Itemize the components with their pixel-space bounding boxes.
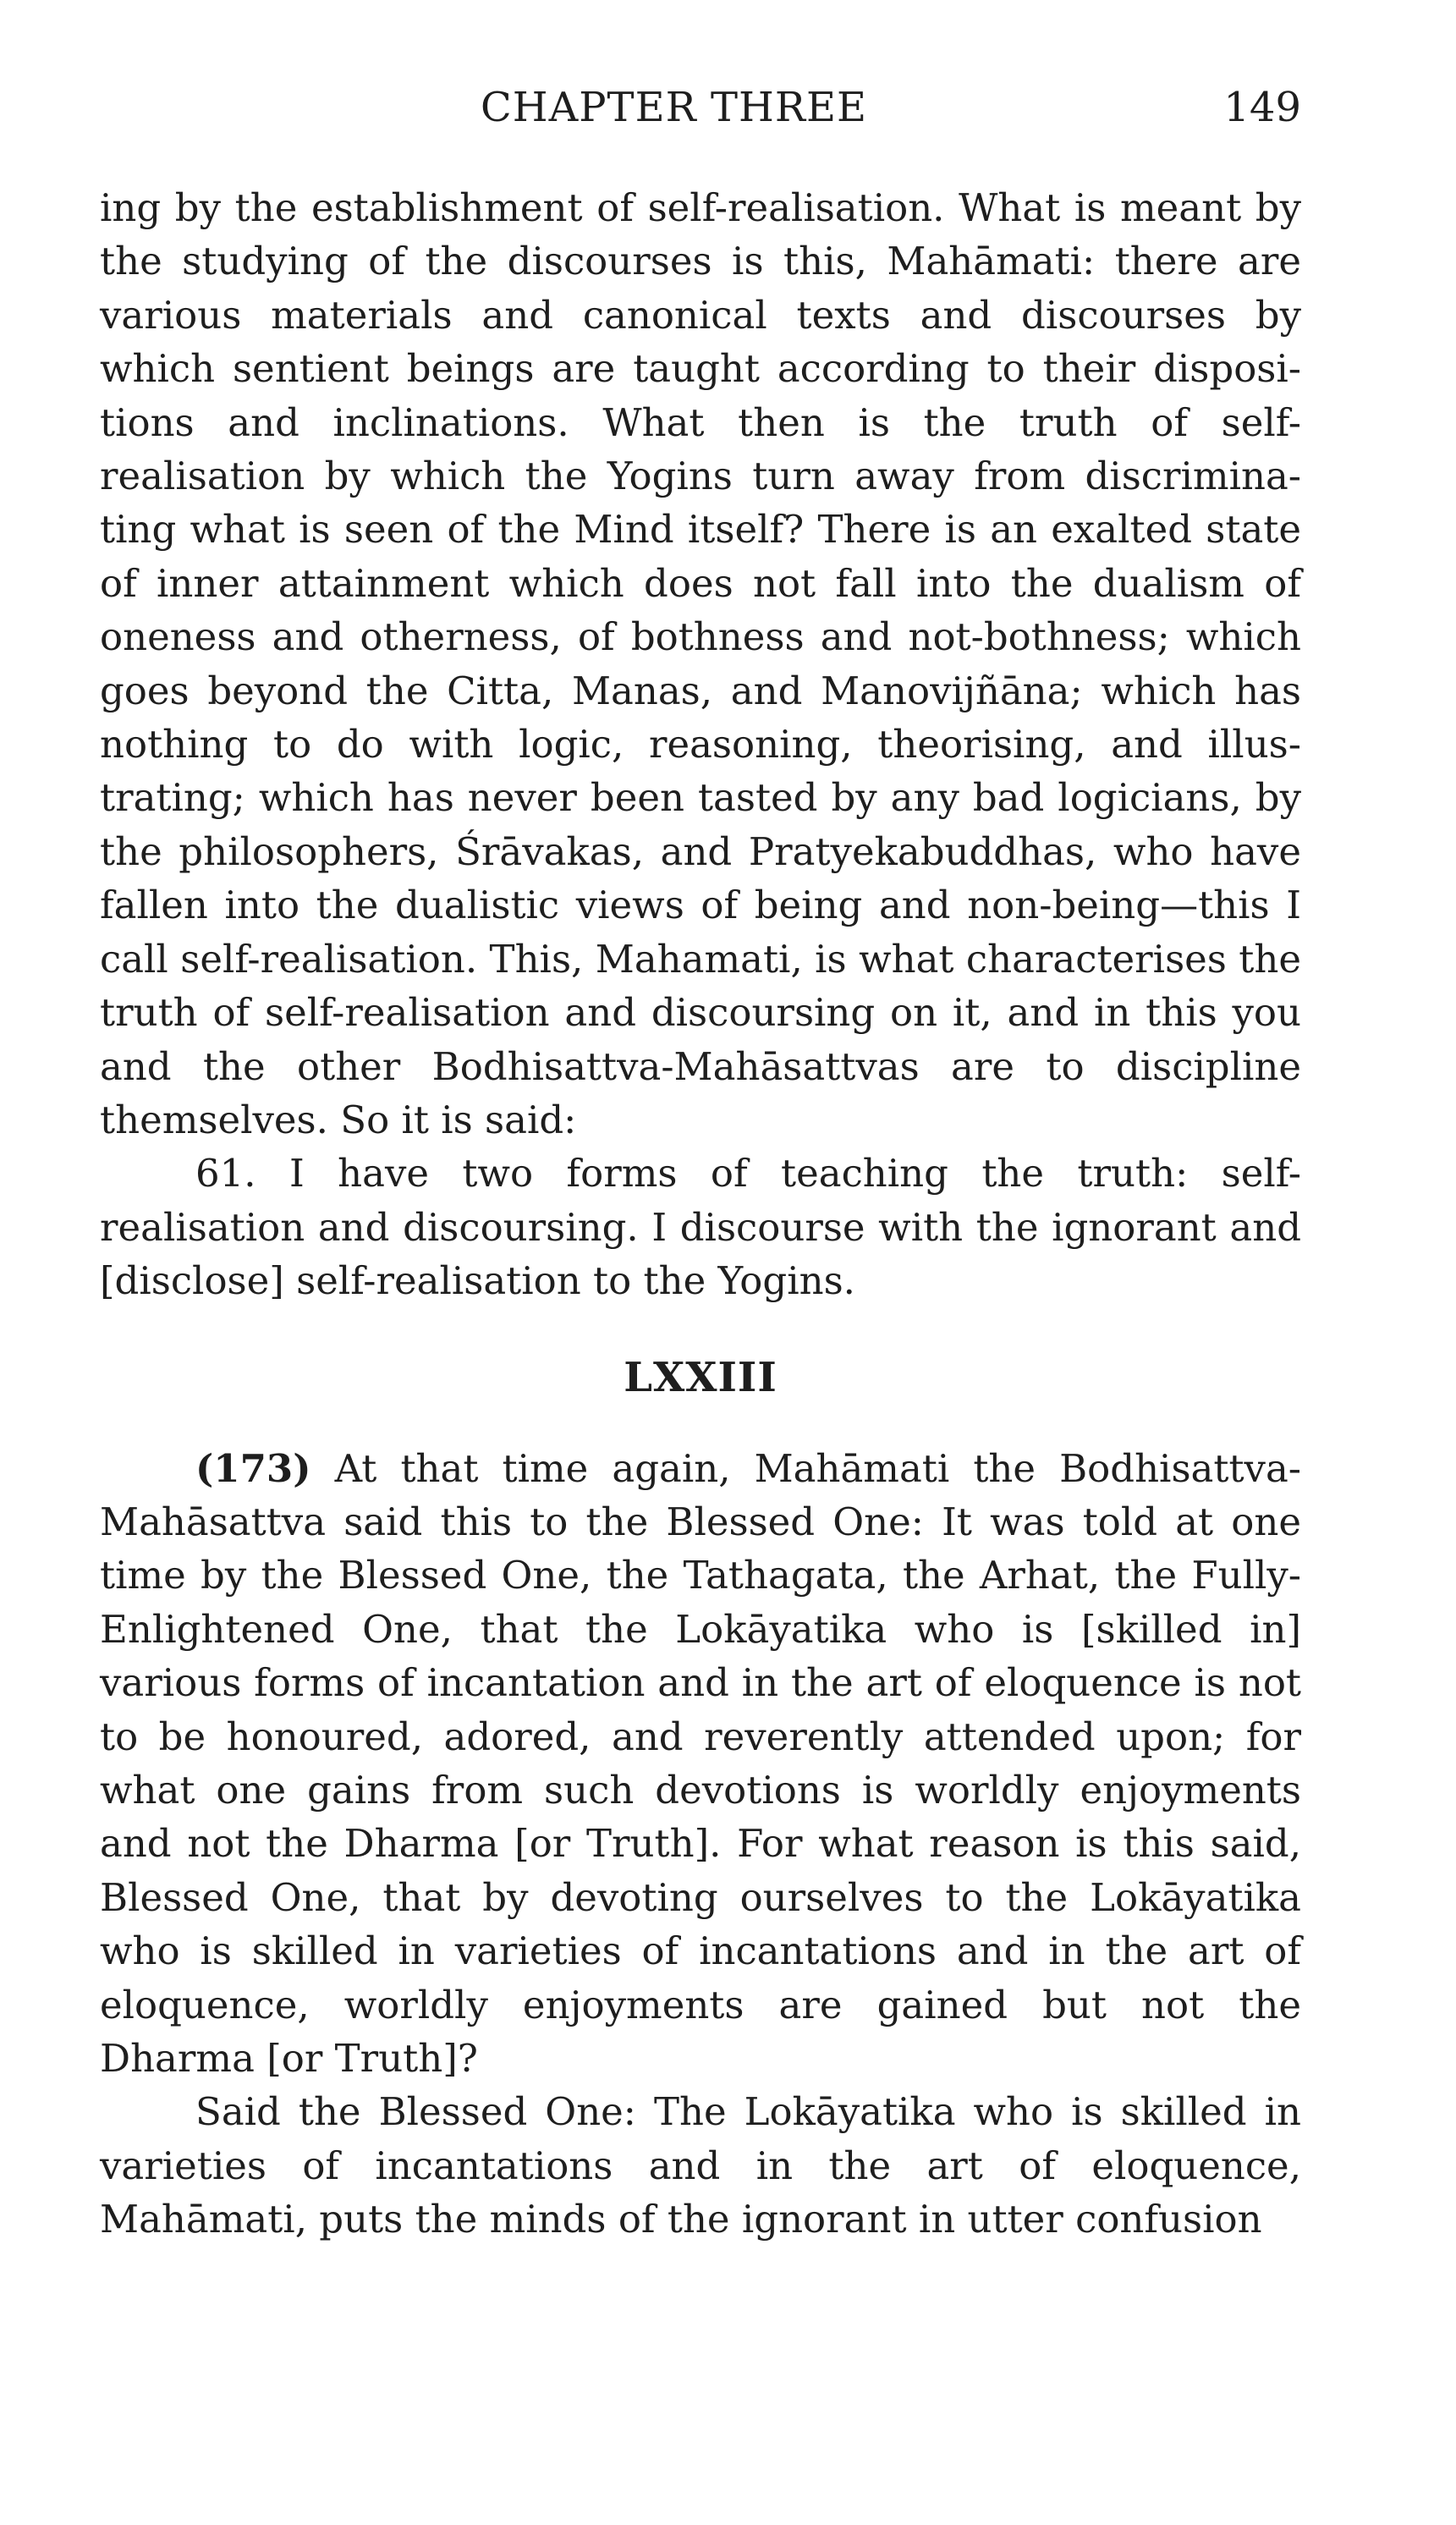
page-number: 149: [1223, 84, 1301, 131]
paragraph-173: [100, 1442, 1301, 2086]
section-heading: LXXIII: [624, 1353, 777, 1401]
reply-paragraph: Said the Blessed One: The Lokāyatika who is skilled in varieties of incantations and in the art of eloquence, Mahāmati, puts the minds of the ignorant in utter confusion: [100, 2089, 1301, 2242]
verse-61: 61. I have two forms of teaching the truth: self-realisation and discoursing. I discourse with the ignorant and [disclose] self-realisation to the Yogins.: [100, 1151, 1301, 1304]
continuation-paragraph: ing by the establishment of self-realisation. What is meant by the studying of the discourses is this, Mahāmati: there are various materials and canonical texts and discourses by which sentient beings are taught according to their dispositions and inclinations. What then is the truth of self-realisation by which the Yogins turn away from discriminating what is seen of the Mind itself? There is an exalted state of inner attainment which does not fall into the dualism of oneness and otherness, of bothness and not-bothness; which goes beyond the Citta, Manas, and Manovijñāna; which has nothing to do with logic, reasoning, theorising, and illustrating; which has never been tasted by any bad logicians, by the philosophers, Śrāvakas, and Pratyekabuddhas, who have fallen into the dualistic views of being and non-being—this I call self-realisation. This, Mahamati, is what characterises the truth of self-realisation and discoursing on it, and in this you and the other Bodhisattva-Mahāsattvas are to discipline themselves. So it is said:: [100, 185, 1301, 1142]
running-head: [100, 78, 1301, 137]
paragraph-173-text: At that time again, Mahāmati the Bodhisattva-Mahāsattva said this to the Blessed One: It was told at one time by the Blessed One, the Tathagata, the Arhat, the Fully-Enlightened One, that the Lokāyatika who is [skilled in] various forms of incantation and in the art of eloquence is not to be honoured, adored, and reverently attended upon; for what one gains from such devotions is worldly enjoyments and not the Dharma [or Truth]. For what reason is this said, Blessed One, that by devoting ourselves to the Lokāyatika who is skilled in varieties of incantations and in the art of eloquence, worldly enjoyments are gained but not the Dharma [or Truth]?: [100, 1445, 1301, 2081]
running-title: CHAPTER THREE: [481, 84, 868, 131]
paragraph-number: (173): [195, 1445, 311, 1491]
body-text: [100, 181, 1301, 2247]
